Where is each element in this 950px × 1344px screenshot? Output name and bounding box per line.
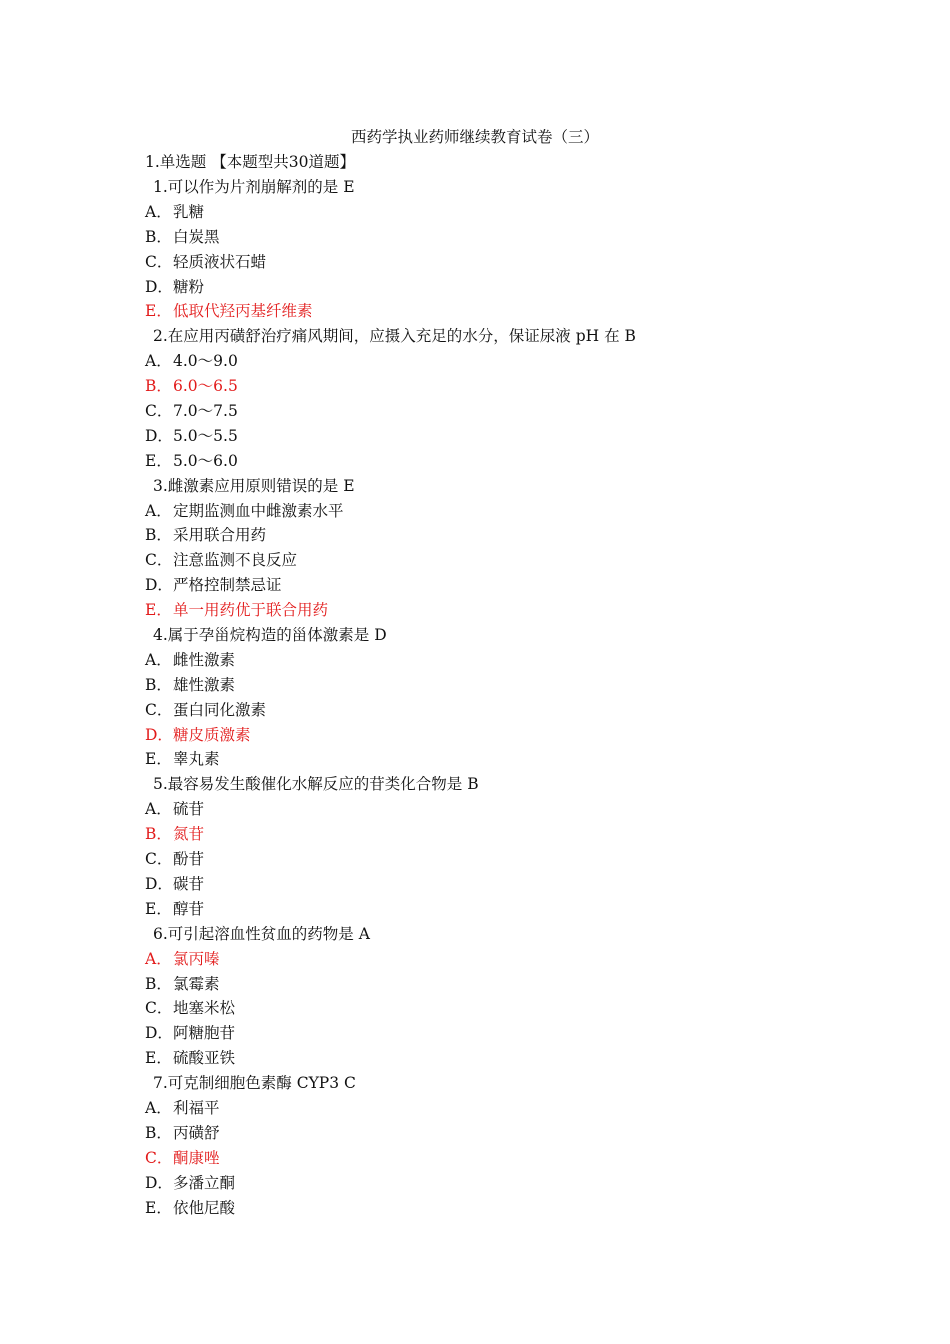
- option-letter: C．: [145, 700, 173, 719]
- option-text: 单一用药优于联合用药: [173, 601, 329, 620]
- answer-option: [145, 1023, 785, 1048]
- option-text: 碳苷: [173, 874, 205, 893]
- option-text: 糖粉: [173, 277, 205, 296]
- option-text: 氯霉素: [173, 974, 220, 993]
- option-text: 硫酸亚铁: [173, 1049, 236, 1068]
- option-letter: A．: [145, 800, 172, 819]
- option-letter: D．: [145, 576, 173, 595]
- option-text: 严格控制禁忌证: [173, 576, 282, 595]
- option-text: 雌性激素: [173, 650, 236, 669]
- question-text: 4.属于孕甾烷构造的甾体激素是 D: [153, 626, 387, 645]
- question-text: 7.可克制细胞色素酶 CYP3 C: [153, 1074, 356, 1093]
- option-text: 依他尼酸: [173, 1198, 236, 1217]
- question-list: [145, 177, 785, 1222]
- option-letter: B．: [145, 227, 172, 246]
- option-text: 硫苷: [173, 800, 205, 819]
- option-letter: D．: [145, 277, 173, 296]
- option-text: 酮康唑: [173, 1148, 220, 1167]
- option-text: 白炭黑: [173, 227, 220, 246]
- option-text: 蛋白同化激素: [173, 700, 267, 719]
- option-text: 采用联合用药: [173, 526, 267, 545]
- option-text: 6.0～6.5: [173, 377, 238, 396]
- answer-option: [145, 650, 785, 675]
- section-header: 1.单选题 【本题型共30道题】: [145, 153, 355, 171]
- option-letter: D．: [145, 725, 173, 744]
- answer-option: [145, 849, 785, 874]
- option-text: 丙磺舒: [173, 1123, 220, 1142]
- question-block: [145, 924, 785, 1073]
- option-letter: A．: [145, 1098, 172, 1117]
- option-text: 4.0～9.0: [173, 352, 238, 371]
- answer-option-correct: [145, 949, 785, 974]
- option-letter: E．: [145, 750, 172, 769]
- option-letter: B．: [145, 675, 172, 694]
- option-letter: B．: [145, 377, 172, 396]
- answer-option: [145, 202, 785, 227]
- question-text: 2.在应用丙磺舒治疗痛风期间，应摄入充足的水分，保证尿液 pH 在 B: [153, 327, 636, 346]
- option-letter: E．: [145, 1049, 172, 1068]
- answer-option: [145, 351, 785, 376]
- answer-option: [145, 700, 785, 725]
- option-letter: C．: [145, 999, 173, 1018]
- answer-option: [145, 426, 785, 451]
- option-letter: A．: [145, 949, 172, 968]
- option-letter: E．: [145, 302, 172, 321]
- option-text: 5.0～5.5: [173, 426, 238, 445]
- answer-option: [145, 525, 785, 550]
- option-text: 糖皮质激素: [173, 725, 251, 744]
- answer-option: [145, 749, 785, 774]
- option-text: 睾丸素: [173, 750, 220, 769]
- option-text: 5.0～6.0: [173, 451, 238, 470]
- option-letter: D．: [145, 1173, 173, 1192]
- question-text: 1.可以作为片剂崩解剂的是 E: [153, 178, 355, 196]
- option-letter: B．: [145, 974, 172, 993]
- answer-option-correct: [145, 600, 785, 625]
- option-letter: D．: [145, 1024, 173, 1043]
- answer-option: [145, 550, 785, 575]
- document-title: 西药学执业药师继续教育试卷（三）: [350, 128, 599, 146]
- option-letter: C．: [145, 252, 173, 271]
- option-text: 醇苷: [173, 899, 205, 918]
- option-text: 注意监测不良反应: [173, 551, 298, 570]
- answer-option: [145, 675, 785, 700]
- option-letter: E．: [145, 451, 172, 470]
- option-letter: D．: [145, 874, 173, 893]
- option-letter: A．: [145, 650, 172, 669]
- question-block: [145, 625, 785, 774]
- option-letter: A．: [145, 202, 172, 221]
- option-letter: E．: [145, 601, 172, 620]
- option-letter: D．: [145, 426, 173, 445]
- answer-option-correct: [145, 725, 785, 750]
- answer-option: [145, 252, 785, 277]
- answer-option: [145, 401, 785, 426]
- answer-option: [145, 277, 785, 302]
- option-text: 低取代羟丙基纤维素: [173, 302, 313, 321]
- option-letter: B．: [145, 825, 172, 844]
- option-letter: E．: [145, 1198, 172, 1217]
- answer-option: [145, 799, 785, 824]
- option-text: 利福平: [173, 1098, 220, 1117]
- answer-option-correct: [145, 1148, 785, 1173]
- option-text: 阿糖胞苷: [173, 1024, 236, 1043]
- answer-option: [145, 451, 785, 476]
- option-letter: C．: [145, 1148, 173, 1167]
- answer-option: [145, 1198, 785, 1223]
- question-block: [145, 476, 785, 625]
- answer-option: [145, 874, 785, 899]
- option-text: 多潘立酮: [173, 1173, 236, 1192]
- answer-option: [145, 1098, 785, 1123]
- answer-option: [145, 998, 785, 1023]
- question-block: [145, 774, 785, 923]
- option-text: 氯丙嗪: [173, 949, 220, 968]
- option-letter: C．: [145, 850, 173, 869]
- question-block: [145, 326, 785, 475]
- option-letter: C．: [145, 402, 173, 421]
- question-text: 6.可引起溶血性贫血的药物是 A: [153, 924, 370, 943]
- answer-option: [145, 1123, 785, 1148]
- answer-option: [145, 501, 785, 526]
- option-text: 乳糖: [173, 202, 205, 221]
- option-text: 轻质液状石蜡: [173, 252, 267, 271]
- question-text: 5.最容易发生酸催化水解反应的苷类化合物是 B: [153, 775, 479, 794]
- option-text: 氮苷: [173, 825, 205, 844]
- option-letter: C．: [145, 551, 173, 570]
- answer-option: [145, 899, 785, 924]
- answer-option-correct: [145, 824, 785, 849]
- option-text: 7.0～7.5: [173, 402, 238, 421]
- answer-option-correct: [145, 376, 785, 401]
- answer-option: [145, 227, 785, 252]
- answer-option-correct: [145, 301, 785, 326]
- option-letter: E．: [145, 899, 172, 918]
- option-text: 定期监测血中雌激素水平: [173, 501, 344, 520]
- option-text: 雄性激素: [173, 675, 236, 694]
- option-text: 地塞米松: [173, 999, 236, 1018]
- answer-option: [145, 1048, 785, 1073]
- option-letter: B．: [145, 1123, 172, 1142]
- answer-option: [145, 1173, 785, 1198]
- answer-option: [145, 575, 785, 600]
- answer-option: [145, 974, 785, 999]
- option-letter: B．: [145, 526, 172, 545]
- option-letter: A．: [145, 352, 172, 371]
- option-text: 酚苷: [173, 850, 205, 869]
- option-letter: A．: [145, 501, 172, 520]
- question-block: [145, 177, 785, 326]
- question-text: 3.雌激素应用原则错误的是 E: [153, 476, 355, 495]
- question-block: [145, 1073, 785, 1222]
